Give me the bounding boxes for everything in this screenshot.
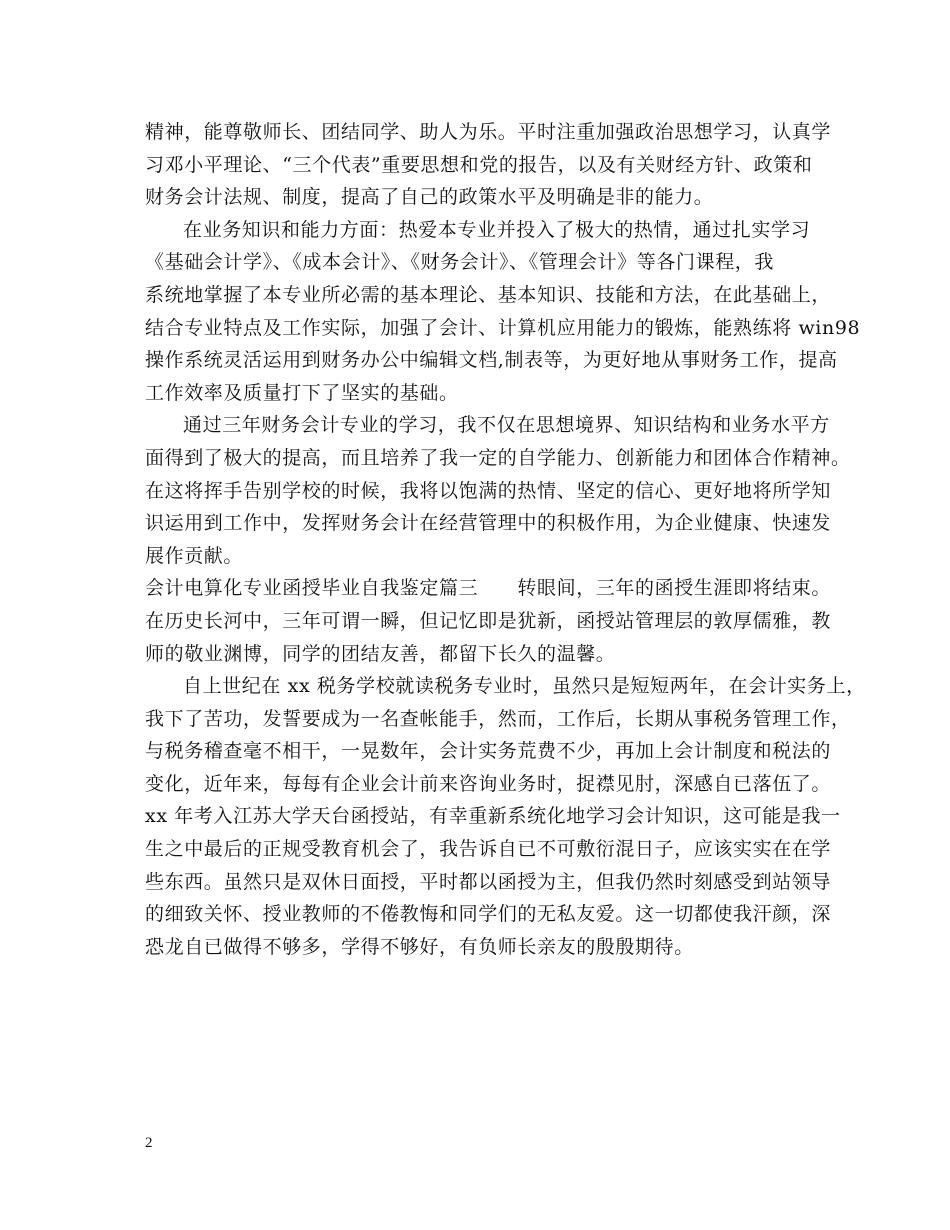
text-line: 结合专业特点及工作实际，加强了会计、计算机应用能力的锻炼，能熟练将 win98 bbox=[145, 316, 861, 339]
text-line: 我下了苦功，发誓要成为一名查帐能手，然而，工作后，长期从事税务管理工作， bbox=[145, 707, 851, 730]
text-line: 的细致关怀、授业教师的不倦教悔和同学们的无私友爱。这一切都使我汗颜，深 bbox=[145, 903, 832, 926]
text-line: 财务会计法规、制度，提高了自己的政策水平及明确是非的能力。 bbox=[145, 186, 714, 209]
body-text bbox=[145, 116, 866, 963]
text-line: 系统地掌握了本专业所必需的基本理论、基本知识、技能和方法，在此基础上， bbox=[145, 283, 832, 306]
text-line: 在历史长河中，三年可谓一瞬，但记忆即是犹新，函授站管理层的敦厚儒雅，教 bbox=[145, 609, 832, 632]
text-line: 习邓小平理论、“三个代表”重要思想和党的报告，以及有关财经方针、政策和 bbox=[145, 153, 813, 176]
text-line: 在这将挥手告别学校的时候，我将以饱满的热情、坚定的信心、更好地将所学知 bbox=[145, 479, 832, 502]
text-line: 自上世纪在 xx 税务学校就读税务专业时，虽然只是短短两年，在会计实务上， bbox=[183, 675, 866, 698]
text-line: 生之中最后的正规受教育机会了，我告诉自已不可敷衍混日子，应该实实在在学 bbox=[145, 838, 832, 861]
text-line: 展作贡献。 bbox=[145, 544, 244, 567]
text-line: 恐龙自已做得不够多，学得不够好，有负师长亲友的殷殷期待。 bbox=[145, 935, 694, 958]
text-line: xx 年考入江苏大学天台函授站，有幸重新系统化地学习会计知识，这可能是我一 bbox=[145, 805, 841, 828]
text-line: 工作效率及质量打下了坚实的基础。 bbox=[145, 381, 459, 404]
page-number: 2 bbox=[145, 1135, 153, 1151]
text-line: 识运用到工作中，发挥财务会计在经营管理中的积极作用，为企业健康、快速发 bbox=[145, 512, 832, 535]
text-line: 在业务知识和能力方面：热爱本专业并投入了极大的热情，通过扎实学习 bbox=[183, 218, 811, 241]
text-line: 面得到了极大的提高，而且培养了我一定的自学能力、创新能力和团体合作精神。 bbox=[145, 446, 851, 469]
text-line: 变化，近年来，每每有企业会计前来咨询业务时，捉襟见肘，深感自已落伍了。 bbox=[145, 772, 832, 795]
text-line: 师的敬业渊博，同学的团结友善，都留下长久的温馨。 bbox=[145, 642, 616, 665]
text-line: 与税务稽查毫不相干，一晃数年，会计实务荒费不少，再加上会计制度和税法的 bbox=[145, 740, 832, 763]
text-line: 通过三年财务会计专业的学习，我不仅在思想境界、知识结构和业务水平方 bbox=[183, 414, 830, 437]
text-line: 操作系统灵活运用到财务办公中编辑文档,制表等，为更好地从事财务工作，提高 bbox=[145, 349, 838, 372]
text-line: 精神，能尊敬师长、团结同学、助人为乐。平时注重加强政治思想学习，认真学 bbox=[145, 121, 832, 143]
text-line: 《基础会计学》、《成本会计》、《财务会计》、《管理会计》等各门课程，我 bbox=[145, 251, 775, 274]
text-line: 些东西。虽然只是双休日面授，平时都以函授为主，但我仍然时刻感受到站领导 bbox=[145, 870, 832, 893]
text-line: 会计电算化专业函授毕业自我鉴定篇三 转眼间，三年的函授生涯即将结束。 bbox=[145, 577, 832, 600]
